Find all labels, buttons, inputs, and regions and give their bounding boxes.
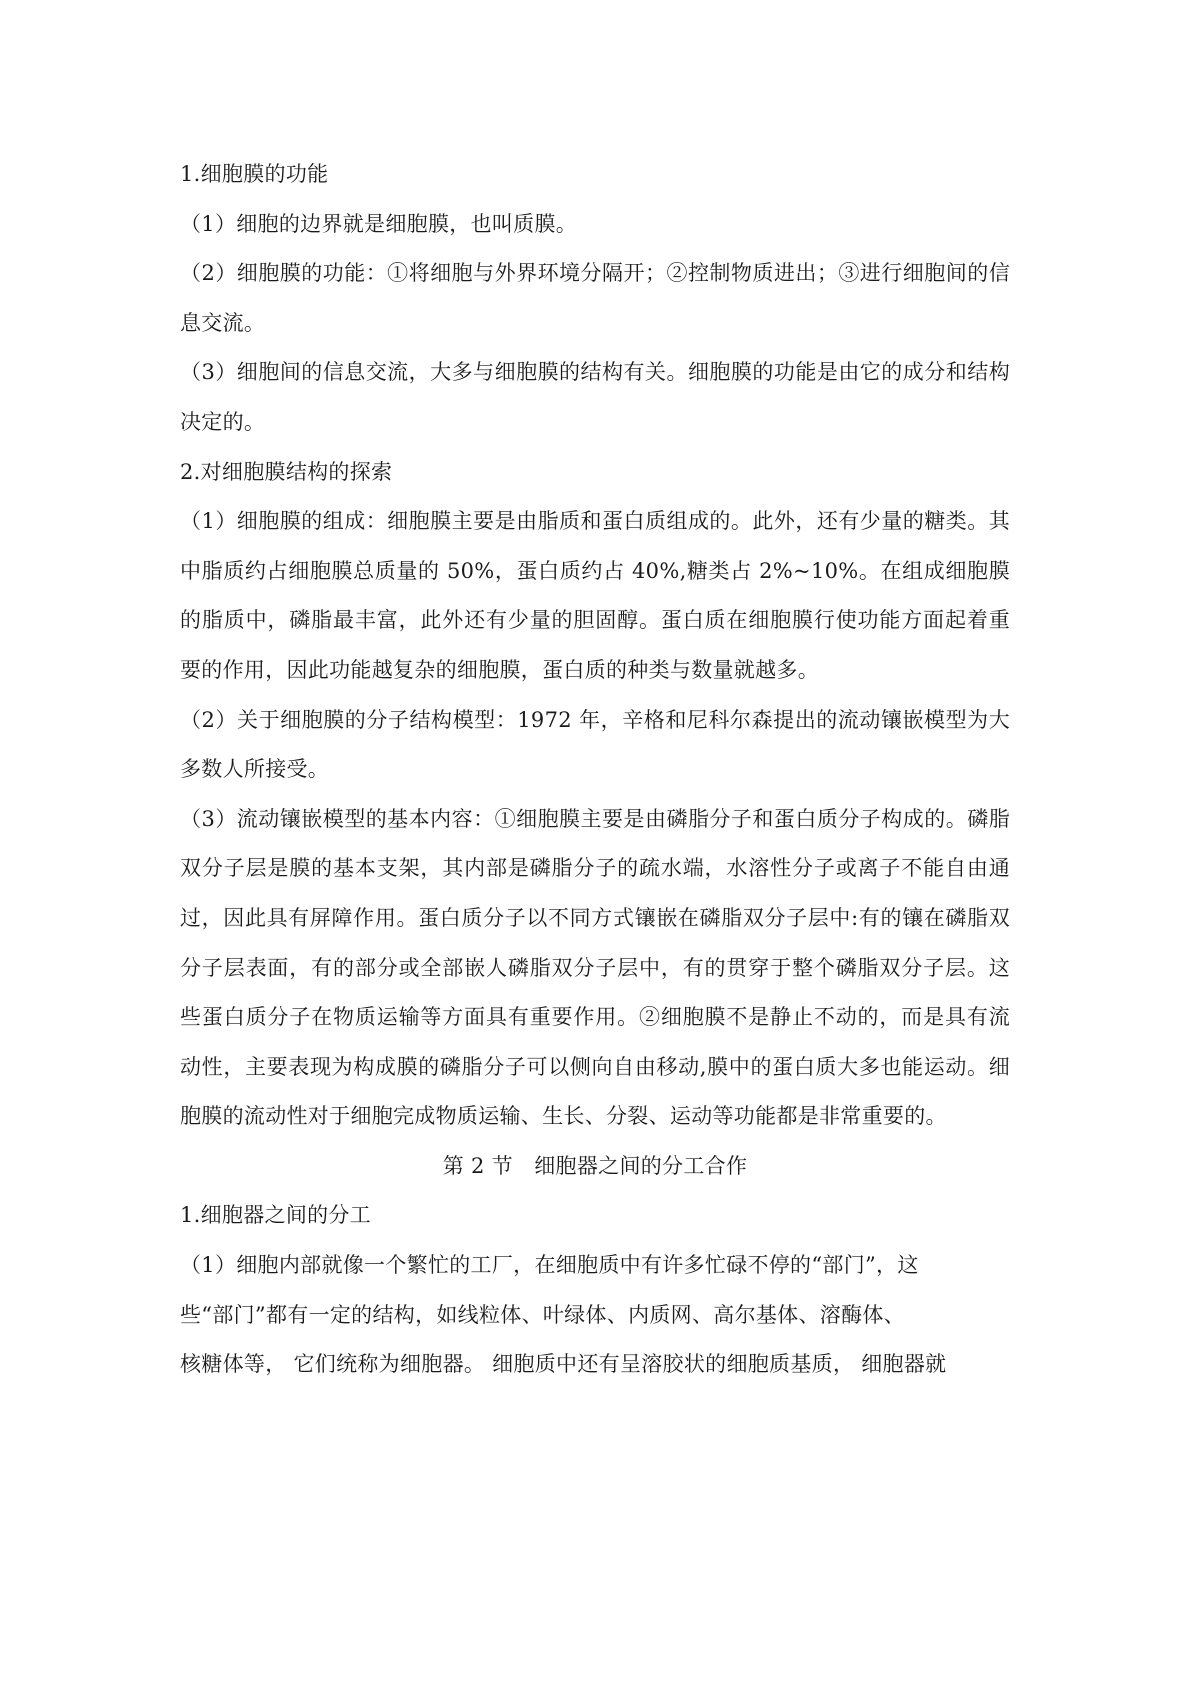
document-body (180, 150, 1010, 1390)
paragraph-line: 些“部门”都有一定的结构，如线粒体、叶绿体、内质网、高尔基体、溶酶体、 (180, 1302, 905, 1327)
paragraph-line: （1）细胞内部就像一个繁忙的工厂，在细胞质中有许多忙碌不停的“部门”，这 (180, 1253, 919, 1278)
paragraph-line: 核糖体等， 它们统称为细胞器。 细胞质中还有呈溶胶状的细胞质基质， 细胞器就 (180, 1352, 947, 1377)
paragraph-molecular-model: （2）关于细胞膜的分子结构模型：1972 年，辛格和尼科尔森提出的流动镶嵌模型为大多数人所接受。 (180, 707, 1010, 782)
paragraph-fluid-mosaic-model: （3）流动镶嵌模型的基本内容：①细胞膜主要是由磷脂分子和蛋白质分子构成的。磷脂双分子层是膜的基本支架，其内部是磷脂分子的疏水端，水溶性分子或离子不能自由通过，因此具有屏障作用。蛋白质分子以不同方式镶嵌在磷脂双分子层中:有的镶在磷脂双分子层表面，有的部分或全部嵌人磷脂双分子层中，有的贯穿于整个磷脂双分子层。这些蛋白质分子在物质运输等方面具有重要作用。②细胞膜不是静止不动的，而是具有流动性，主要表现为构成膜的磷脂分子可以侧向自由移动,膜中的蛋白质大多也能运动。细胞膜的流动性对于细胞完成物质运输、生长、分裂、运动等功能都是非常重要的。 (180, 806, 1010, 1129)
paragraph-membrane-functions: （2）细胞膜的功能：①将细胞与外界环境分隔开；②控制物质进出；③进行细胞间的信息交流。 (180, 261, 1010, 335)
paragraph-membrane-composition: （1）细胞膜的组成：细胞膜主要是由脂质和蛋白质组成的。此外，还有少量的糖类。其中脂质约占细胞膜总质量的 50%，蛋白质约占 40%,糖类占 2%~10%。在组成细胞膜的脂质中，磷脂最丰富，此外还有少量的胆固醇。蛋白质在细胞膜行使功能方面起着重要的作用，因此功能越复杂的细胞膜，蛋白质的种类与数量就越多。 (180, 509, 1010, 682)
section-title-organelle-cooperation: 第 2 节 细胞器之间的分工合作 (442, 1153, 748, 1178)
section-heading-membrane-function: 1.细胞膜的功能 (180, 162, 329, 186)
paragraph-organelles-intro (180, 1241, 1010, 1390)
paragraph-information-exchange: （3）细胞间的信息交流，大多与细胞膜的结构有关。细胞膜的功能是由它的成分和结构决定的。 (180, 360, 1010, 434)
section-heading-organelle-division: 1.细胞器之间的分工 (180, 1203, 372, 1228)
section-heading-membrane-structure: 2.对细胞膜结构的探索 (180, 459, 393, 484)
paragraph-membrane-boundary: （1）细胞的边界就是细胞膜，也叫质膜。 (180, 211, 578, 236)
